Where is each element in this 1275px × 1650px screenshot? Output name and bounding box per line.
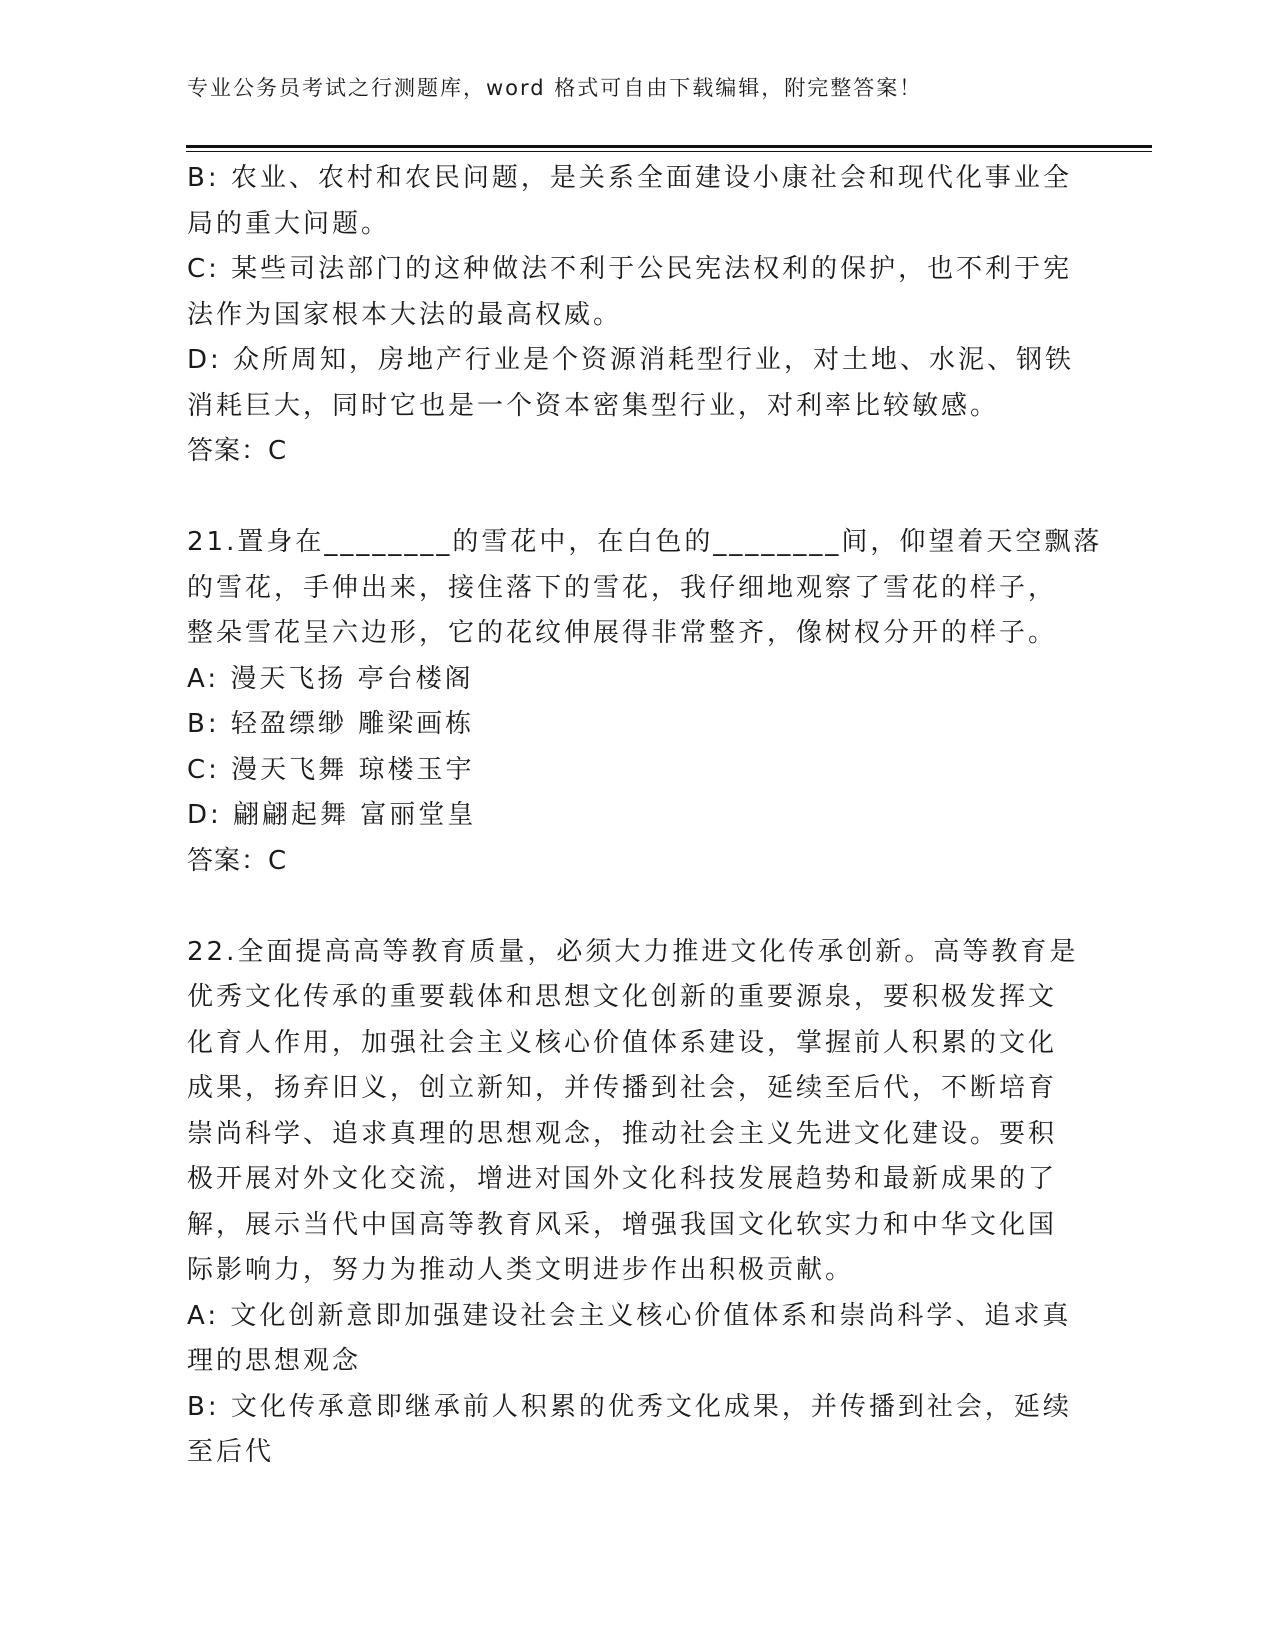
question-stem-line: 22.全面提高高等教育质量，必须大力推进文化传承创新。高等教育是 bbox=[187, 936, 1079, 967]
answer-line: 答案：C bbox=[187, 845, 288, 876]
question-stem-line: 21.置身在________的雪花中，在白色的________间，仰望着天空飘落 bbox=[187, 527, 1103, 557]
option-b-cont: 至后代 bbox=[187, 1437, 275, 1467]
question-stem-line: 成果，扬弃旧义，创立新知，并传播到社会，延续至后代，不断培育 bbox=[187, 1073, 1058, 1103]
option-line: 消耗巨大，同时它也是一个资本密集型行业，对利率比较敏感。 bbox=[187, 390, 1000, 421]
question-stem-line: 解，展示当代中国高等教育风采，增强我国文化软实力和中华文化国 bbox=[187, 1209, 1058, 1240]
question-content bbox=[187, 156, 1103, 1476]
option-b: B: 文化传承意即继承前人积累的优秀文化成果，并传播到社会，延续 bbox=[187, 1391, 1072, 1422]
option-line: C: 某些司法部门的这种做法不利于公民宪法权利的保护，也不利于宪 bbox=[187, 254, 1073, 284]
option-line: 局的重大问题。 bbox=[187, 208, 391, 239]
question-stem-line: 的雪花，手伸出来，接住落下的雪花，我仔细地观察了雪花的样子， bbox=[187, 572, 1058, 603]
option-a-cont: 理的思想观念 bbox=[187, 1346, 362, 1376]
question-stem-line: 优秀文化传承的重要载体和思想文化创新的重要源泉，要积极发挥文 bbox=[187, 982, 1058, 1012]
option-b: B: 轻盈缥缈 雕梁画栋 bbox=[187, 709, 475, 739]
option-line: D: 众所周知，房地产行业是个资源消耗型行业，对土地、水泥、钢铁 bbox=[187, 345, 1075, 375]
question-block-20 bbox=[187, 156, 1077, 475]
spacer bbox=[187, 475, 1077, 521]
option-c: C: 漫天飞舞 琼楼玉宇 bbox=[187, 754, 475, 785]
spacer bbox=[187, 884, 1077, 930]
question-stem-line: 际影响力，努力为推动人类文明进步作出积极贡献。 bbox=[187, 1255, 855, 1285]
page-header: 专业公务员考试之行测题库，word 格式可自由下载编辑，附完整答案！ bbox=[187, 76, 923, 100]
header-rule-thick bbox=[186, 145, 1152, 148]
option-a: A: 漫天飞扬 亭台楼阁 bbox=[187, 663, 474, 694]
question-stem-line: 崇尚科学、追求真理的思想观念，推动社会主义先进文化建设。要积 bbox=[187, 1118, 1058, 1149]
option-a: A: 文化创新意即加强建设社会主义核心价值体系和崇尚科学、追求真 bbox=[187, 1300, 1072, 1331]
question-block-22 bbox=[187, 930, 1077, 1476]
question-stem-line: 整朵雪花呈六边形，它的花纹伸展得非常整齐，像树杈分开的样子。 bbox=[187, 618, 1058, 648]
option-line: 法作为国家根本大法的最高权威。 bbox=[187, 299, 623, 330]
option-d: D: 翩翩起舞 富丽堂皇 bbox=[187, 800, 477, 830]
question-block-21 bbox=[187, 520, 1103, 884]
header-rule-thin bbox=[186, 151, 1152, 152]
question-stem-line: 化育人作用，加强社会主义核心价值体系建设，掌握前人积累的文化 bbox=[187, 1027, 1058, 1058]
option-line: B: 农业、农村和农民问题，是关系全面建设小康社会和现代化事业全 bbox=[187, 163, 1072, 193]
answer-line: 答案：C bbox=[187, 436, 288, 466]
question-stem-line: 极开展对外文化交流，增进对国外文化科技发展趋势和最新成果的了 bbox=[187, 1164, 1058, 1194]
